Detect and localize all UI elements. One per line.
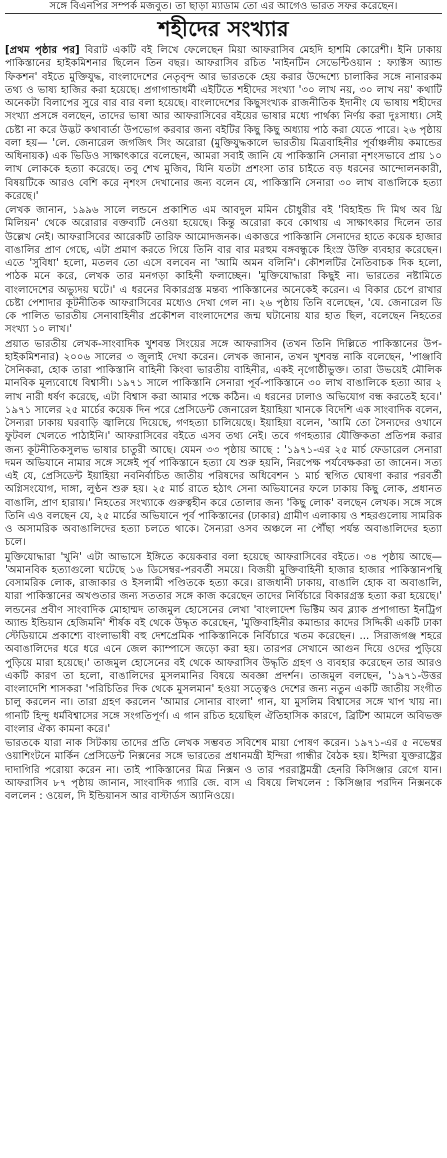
paragraph-text: বিরাট একটি বই লিখে ফেলেছেন মিয়া আফরাসিব মেহদি হাশমি কোরেশী। ইনি ঢাকায় পাকিস্তানের হাইকমিশনার ছিলেন তিন বছর। আফরাসিব রচিত 'নাইনটিন সেভেন্টিওয়ান : ফ্যাক্টস অ্যান্ড ফিকশন' বইতে মুক্তিযুদ্ধ, বাংলাদেশের নেতৃবৃন্দ আর ভারতকে হেয় করার উদ্দেশ্যে চালাকির সঙ্গে নানারকম তথ্য ও ভাষ্য হাজির করা হয়েছে। প্রগাগান্ডাধর্মী এইটিতে শহীদের সংখ্যা '৩০ লাখ নয়, ৩০ লাখ নয়' কথাটি অনেকটা বিলাপের সুরে বার বার বলা হয়েছে। বাংলাদেশের কিছুসংখ্যক রাজনীতিক ইদানীং যে ভাষায় শহীদের সংখ্যা প্রসঙ্গে বলছেন, তাদের ভাষা আর আফরাসিবের বইয়ের ভাষার মধ্যে পার্থক্য নির্ণয় করা দুঃসাধ্য। সেই চেষ্টা না করে উদ্ভট কথাবার্তা উপভোগ করবার জন্য বইটির কিছু কিছু অধ্যায় পাঠ করা যেতে পারে। ২৬ পৃষ্ঠায় বলা হয়— 'লে. জেনারেল জগজিৎ সিং অরোরা (মুক্তিযুদ্ধকালে ভারতীয় মিত্রবাহিনীর পূর্বাঞ্চলীয় কমান্ডের অধিনায়ক) এক ভিডিও সাক্ষাৎকারে বলেছেন, আমরা সবাই জানি যে পাকিস্তানি সেনারা নৃশংসভাবে প্রায় ১০ লাখ লোককে হত্যা করেছে। তবু শেখ মুজিব, যিনি যতটা প্রশংসা তার চাইতে বড় ধরনের আন্দোলনকারী, বিষয়টিকে আরও বেশি করে নৃশংস দেখানোর জন্য বলেন যে, পাকিস্তানি সেনারা ৩০ লাখ বাঙালিকে হত্যা করেছে।': [5, 45, 442, 202]
paragraph: [5, 44, 442, 203]
article-body: [5, 44, 442, 803]
continuation-kicker: [প্রথম পৃষ্ঠার পর]: [5, 45, 80, 56]
headline-rule: [5, 13, 442, 14]
paragraph: লেখক জানান, ১৯৯৬ সালে লন্ডনে প্রকাশিত এম আবদুল মমিন চৌধুরীর বই 'বিহাইন্ড দি মিথ অব থ্রি মিলিয়ন' থেকে অরোরার বক্তব্যটি নেওয়া হয়েছে। কিন্তু অরোরা কবে কোথায় এ সাক্ষাৎকার দিলেন তার উল্লেখ নেই। আফরাসিবের আরেকটি তারিফ আমোদজনক। একাত্তরে পাকিস্তানি সেনাদের হাতে কয়েক হাজার বাঙালির প্রাণ গেছে, এটা প্রমাণ করতে গিয়ে তিনি বার বার মরহুম বঙ্গবন্ধুকে হিংস্র উক্তি ব্যবহার করেছেন। এতে 'সুবিধা' হলো, মতলব তো এসে বলবেন না 'আমি অমন বলিনি'। কৌশলটির নৈতিবাচক দিক হলো, পাঠক মনে করে, লেখক তার মনগড়া কাহিনী ফলাচ্ছেন। 'মুক্তিযোদ্ধারা কিছুই না। ভারতের নষ্টামিতে বাংলাদেশের অভ্যুদয় ঘটে।' এ ধরনের বিকারগ্রস্ত মন্তব্য পাকিস্তানের অনেকেই করেন। এ বিকার চেপে রাখার চেষ্টা পেশাদার কূটনীতিক আফরাসিবের মধ্যেও দেখা গেল না। ২৬ পৃষ্ঠায় তিনি বলেছেন, 'যে. জেনারেল ডি কে পালিত ভারতীয় সেনাবাহিনীর প্রকৌশল বাংলাদেশের জন্ম ঘটানোয় যার হাত ছিল, বলেছেন নিহতের সংখ্যা ১০ লাখ।': [5, 205, 442, 336]
paragraph: ভারতকে যারা নাক সিটকায় তাদের প্রতি লেখক সম্ভবত সবিশেষ মায়া পোষণ করেন। ১৯৭১-এর ৫ নভেম্বর ওয়াশিংটনে মার্কিন প্রেসিডেন্ট নিক্সনের সঙ্গে ভারতের প্রধানমন্ত্রী ইন্দিরা গান্ধীর বৈঠক হয়। ইন্দিরা যুক্তরাষ্ট্রের দাদাগিরি পরোয়া করেন না। তাই পাকিস্তানের মিত্র নিক্সন ও তার পররাষ্ট্রমন্ত্রী হেনরি কিসিঞ্জার রেগে যান। আফরাসিব ৮৭ পৃষ্ঠায় জানান, সাংবাদিক গ্যারি জে. বাস এ বিষয়ে লিখলেন : কিসিঞ্জার পরদিন নিক্সনকে বললেন : ওয়েল, দি ইন্ডিয়ানস আর বাস্টার্ডস অ্যানিওয়ে।: [5, 738, 442, 802]
paragraph: মুক্তিযোদ্ধারা 'খুনি' এটা আভাসে ইঙ্গিতে কয়েকবার বলা হয়েছে আফরাসিবের বইতে। ৩৪ পৃষ্ঠায় আছে— 'অমানবিক হত্যাগুলো ঘটেছে ১৬ ডিসেম্বর-পরবর্তী সময়ে। বিজয়ী মুক্তিবাহিনী হাজার হাজার পাকিস্তানপন্থি বেসামরিক লোক, রাজাকার ও ইসলামী পণ্ডিতকে হত্যা করে। রাজধানী ঢাকায়, বাঙালি হোক বা অবাঙালি, যারা পাকিস্তানের অখণ্ডতার জন্য সততার সঙ্গে কাজ করেছেন তাদের নির্বিচারে বিকারগ্রস্ত হত্যা করা হয়েছে।' লন্ডনের প্রবীণ সাংবাদিক মোহাম্মদ তাজমুল হোসেনের লেখা 'বাংলাদেশ ভিক্টিম অব ব্ল্যাক প্রপাগান্ডা ইনট্রিগ অ্যান্ড ইন্ডিয়ান হেজিমনি' শীর্ষক বই থেকে উদ্ধৃত করেছেন, 'মুক্তিবাহিনীর কমান্ডার কাদের সিদ্দিকী একটি ঢাকা স্টেডিয়ামে প্রকাশ্যে বাংলাভাষী বহু দেশপ্রেমিক পাকিস্তানিকে নির্বিচারে খতম করেছেন। ... সিরাজগঞ্জ শহরে অবাঙালিদের ধরে ধরে এনে জেল ক্যাম্পাসে জড়ো করা হয়। তারপর সেখানে আগুন দিয়ে ওদের পুড়িয়ে পুড়িয়ে মারা হয়েছে।' তাজমুল হোসেনের বই থেকে আফরাসিব উদ্ধৃতি গ্রহণ ও ব্যবহার করেছেন তার আরও একটি কারণ তা হলো, বাঙালিদের মুসলমানির বিষয়ে অবজ্ঞা প্রদর্শন। তাজমুল বলছেন, '১৯৭১-উত্তর বাংলাদেশি শাসকরা 'পরিচিতির দিক থেকে মুসলমান' হওয়া সত্ত্বেও দেশের জন্য নতুন একটি জাতীয় সংগীত চালু করলেন না। তারা গ্রহণ করলেন 'আমার সোনার বাংলা' গান, যা মুসলিম বিশ্বাসের সঙ্গে খাপ খায় না। গানটি হিন্দু ধর্মবিশ্বাসের সঙ্গে সংগতিপূর্ণ। এ গান রচিত হয়েছিল ঐতিহাসিক কারণে, ব্রিটিশ আমলে অবিভক্ত বাংলার ঐক্য কামনা করে।': [5, 551, 442, 735]
article-headline: শহীদের সংখ্যার: [158, 16, 289, 41]
paragraph: প্রয়াত ভারতীয় লেখক-সাংবাদিক খুশবন্ত সিংয়ের সঙ্গে আফরাসিব (তখন তিনি দিল্লিতে পাকিস্তানের উপ-হাইকমিশনার) ২০০৬ সালের ৩ জুলাই দেখা করেন। লেখক জানান, তখন খুশবন্ত নাকি বলেছেন, 'পাঞ্জাবি সৈনিকরা, হোক তারা পাকিস্তানি বাহিনী কিংবা ভারতীয় বাহিনীর, একই নৃগোষ্ঠীভুক্ত। তারা উভয়েই মৌলিক মানবিক মূল্যবোধে বিশ্বাসী। ১৯৭১ সালে পাকিস্তানি সেনারা পূর্ব-পাকিস্তানে ৩০ লাখ বাঙালিকে হত্যা আর ২ লাখ নারী ধর্ষণ করেছে, এটা বিশ্বাস করা আমার পক্ষে কঠিন। এ ধরনের ঢালাও অভিযোগ বন্ধ করতেই হবে।' ১৯৭১ সালের ২৫ মার্চের কয়েক দিন পরে প্রেসিডেন্ট জেনারেল ইয়াহিয়া খানকে বিদেশি এক সাংবাদিক বলেন, সৈন্যরা ঢাকায় ঘরবাড়ি জ্বালিয়ে দিয়েছে, গণহত্যা চালিয়েছে। ইয়াহিয়া বলেন, 'আমি তো সৈন্যদের ওখানে ফুটবল খেলতে পাঠাইনি।' আফরাসিবের বইতে এসব তথ্য নেই। তবে গণহত্যার যৌক্তিকতা প্রতিপন্ন করার জন্য কূটনীতিকসুলভ ভাষার চাতুরী আছে। যেমন ৩৩ পৃষ্ঠায় আছে : '১৯৭১-এর ২৫ মার্চ ফেডারেল সেনারা দমন অভিযানে নামার সঙ্গে সঙ্গেই পূর্ব পাকিস্তানে হত্যা যে শুরু হয়নি, নিরপেক্ষ পর্যবেক্ষকরা তা জানেন। সত্য এই যে, প্রেসিডেন্ট ইয়াহিয়া নবনির্বাচিত জাতীয় পরিষদের অধিবেশন ১ মার্চ স্থগিত ঘোষণা করার পরবর্তী অগ্নিসংযোগ, দাঙ্গা, লুণ্ঠন শুরু হয়। ২৫ মার্চ রাতে হঠাৎ সেনা অভিযানের ফলে ঢাকায় কিছু লোক, প্রধানত বাঙালি, প্রাণ হারায়।' নিহতের সংখ্যাকে গুরুত্বহীন করে তোলার জন্য 'কিছু লোক' বলছেন লেখক। সঙ্গে সঙ্গে তিনি এও বলছেন যে, ২৫ মার্চের অভিযানে পূর্ব পাকিস্তানের (ঢাকার) গ্রামীণ এলাকায় ও শহরগুলোয় সামরিক ও অসামরিক অবাঙালিদের হত্যা চলতে থাকে। সৈন্যরা ওসব অঞ্চলে না পৌঁছা পর্যন্ত অবাঙালিদের হত্যা চলে।: [5, 338, 442, 549]
previous-article-last-line: সঙ্গে বিএনপির সম্পর্ক মজবুত। তা ছাড়া ম্যাডাম তো এর আগেও ভারত সফর করেছেন।: [49, 1, 398, 12]
